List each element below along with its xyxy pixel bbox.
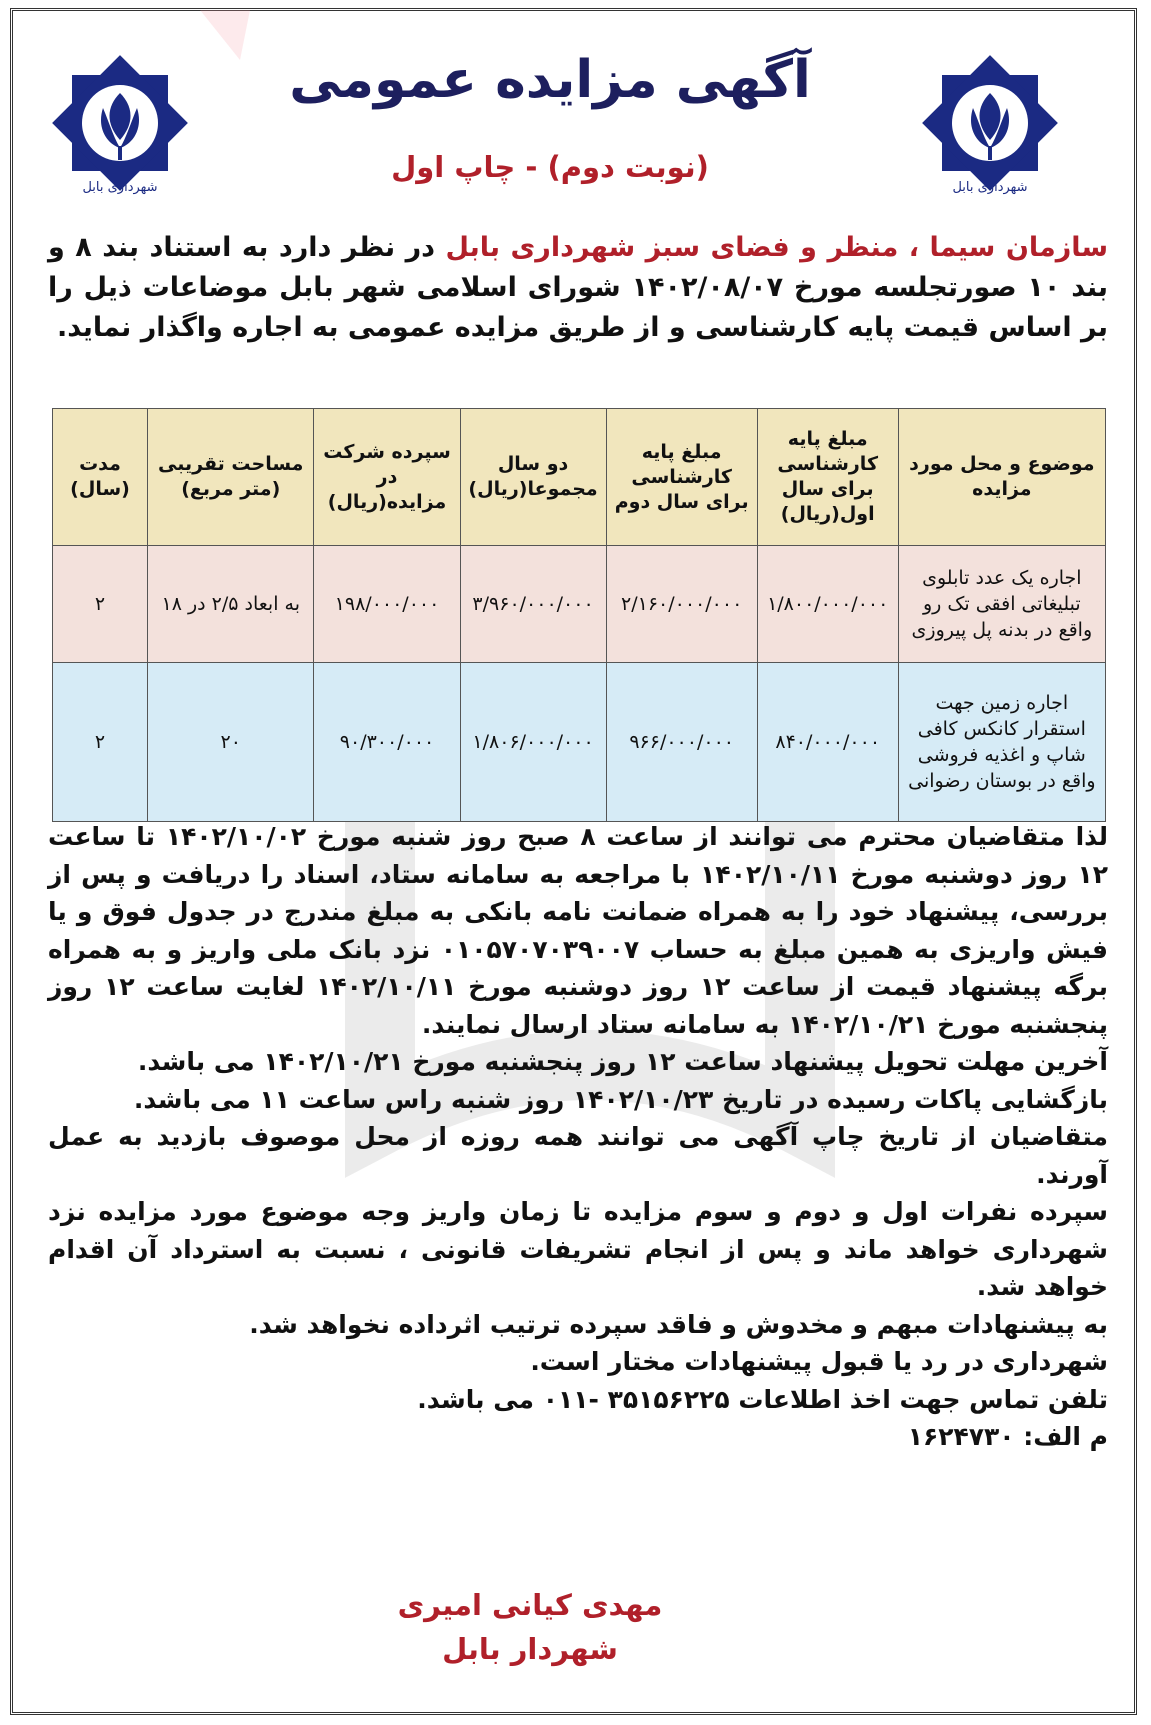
cell-deposit: ۹۰/۳۰۰/۰۰۰ [314, 663, 460, 822]
cell-topic: اجاره یک عدد تابلوی تبلیغاتی افقی تک رو واقع در بدنه پل پیروزی [898, 546, 1105, 663]
col-header-year1: مبلغ پایه کارشناسی برای سال اول(ریال) [757, 409, 898, 546]
cell-year2: ۹۶۶/۰۰۰/۰۰۰ [606, 663, 757, 822]
col-header-duration: مدت (سال) [53, 409, 148, 546]
col-header-year2: مبلغ پایه کارشناسی برای سال دوم [606, 409, 757, 546]
auction-table [52, 408, 1106, 822]
cell-duration: ۲ [53, 546, 148, 663]
table-row [53, 546, 1106, 663]
cell-deposit: ۱۹۸/۰۰۰/۰۰۰ [314, 546, 460, 663]
body-reference-number: م الف: ۱۶۲۴۷۳۰ [907, 1422, 1108, 1451]
cell-total: ۱/۸۰۶/۰۰۰/۰۰۰ [460, 663, 606, 822]
body-paragraph-visit: متقاضیان از تاریخ چاپ آگهی می توانند همه روزه از محل موصوف بازدید به عمل آورند. [48, 1122, 1108, 1189]
cell-area: ۲۰ [148, 663, 314, 822]
body-paragraph-phone: تلفن تماس جهت اخذ اطلاعات ۳۵۱۵۶۲۲۵ -۰۱۱ می باشد. [417, 1384, 1108, 1414]
body-paragraph-deposit: سپرده نفرات اول و دوم و سوم مزایده تا زمان واریز وجه موضوع مورد مزایده نزد شهرداری خواهد ماند و پس از انجام تشریفات قانونی ، نسبت به استرداد آن اقدام خواهد شد. [48, 1197, 1108, 1301]
signatory-name: مهدی کیانی امیری [397, 1588, 663, 1622]
cell-year1: ۱/۸۰۰/۰۰۰/۰۰۰ [757, 546, 898, 663]
organization-name: سازمان سیما ، منظر و فضای سبز شهرداری بابل [445, 232, 1108, 263]
body-paragraph-invalid: به پیشنهادات مبهم و مخدوش و فاقد سپرده ترتیب اثرداده نخواهد شد. [249, 1309, 1108, 1339]
intro-text: در نظر دارد به استناد بند ۸ و بند ۱۰ صورتجلسه مورخ ۱۴۰۲/۰۸/۰۷ شورای اسلامی شهر بابل موضاعات ذیل را بر اساس قیمت پایه کارشناسی و از طریق مزایده عمومی به اجاره واگذار نماید. [48, 232, 1108, 343]
body-paragraph-opening: بازگشایی پاکات رسیده در تاریخ ۱۴۰۲/۱۰/۲۳ روز شنبه راس ساعت ۱۱ می باشد. [133, 1084, 1108, 1114]
cell-year1: ۸۴۰/۰۰۰/۰۰۰ [757, 663, 898, 822]
cell-total: ۳/۹۶۰/۰۰۰/۰۰۰ [460, 546, 606, 663]
logo-caption-right: شهرداری بابل [952, 180, 1028, 195]
intro-paragraph [48, 228, 1108, 348]
cell-area: به ابعاد ۲/۵ در ۱۸ [148, 546, 314, 663]
body-paragraph-submission: لذا متقاضیان محترم می توانند از ساعت ۸ صبح روز شنبه مورخ ۱۴۰۲/۱۰/۰۲ تا ساعت ۱۲ روز دوشنبه مورخ ۱۴۰۲/۱۰/۱۱ با مراجعه به سامانه ستاد، اسناد را دریافت و پس از بررسی، پیشنهاد خود را به همراه ضمانت نامه بانکی به مبلغ مندرج در جدول فوق و یا فیش واریزی به همین مبلغ به حساب ۰۱۰۵۷۰۷۰۳۹۰۰۷ نزد بانک ملی واریز و به همراه برگه پیشنهاد قیمت از ساعت ۱۲ روز دوشنبه مورخ ۱۴۰۲/۱۰/۱۱ لغایت ساعت ۱۲ روز پنجشنبه مورخ ۱۴۰۲/۱۰/۲۱ به سامانه ستاد ارسال نمایند. [48, 822, 1108, 1039]
notice-body [48, 818, 1108, 1456]
municipality-logo-right [915, 48, 1065, 198]
municipality-logo-left [45, 48, 195, 198]
col-header-total: دو سال مجموعا(ریال) [460, 409, 606, 546]
table-row [53, 663, 1106, 822]
logo-caption-left: شهرداری بابل [82, 180, 158, 195]
cell-duration: ۲ [53, 663, 148, 822]
col-header-area: مساحت تقریبی (متر مربع) [148, 409, 314, 546]
notice-subtitle: (نوبت دوم) - چاپ اول [391, 150, 709, 184]
cell-topic: اجاره زمین جهت استقرار کانکس کافی شاپ و اغذیه فروشی واقع در بوستان رضوانی [898, 663, 1105, 822]
col-header-deposit: سپرده شرکت در مزایده(ریال) [314, 409, 460, 546]
table-header-row [53, 409, 1106, 546]
body-paragraph-deadline: آخرین مهلت تحویل پیشنهاد ساعت ۱۲ روز پنجشنبه مورخ ۱۴۰۲/۱۰/۲۱ می باشد. [137, 1047, 1108, 1076]
body-paragraph-rights: شهرداری در رد یا قبول پیشنهادات مختار است. [530, 1347, 1108, 1376]
notice-title: آگهی مزایده عمومی [289, 50, 811, 110]
cell-year2: ۲/۱۶۰/۰۰۰/۰۰۰ [606, 546, 757, 663]
signatory-role: شهردار بابل [442, 1632, 618, 1666]
col-header-topic: موضوع و محل مورد مزایده [898, 409, 1105, 546]
